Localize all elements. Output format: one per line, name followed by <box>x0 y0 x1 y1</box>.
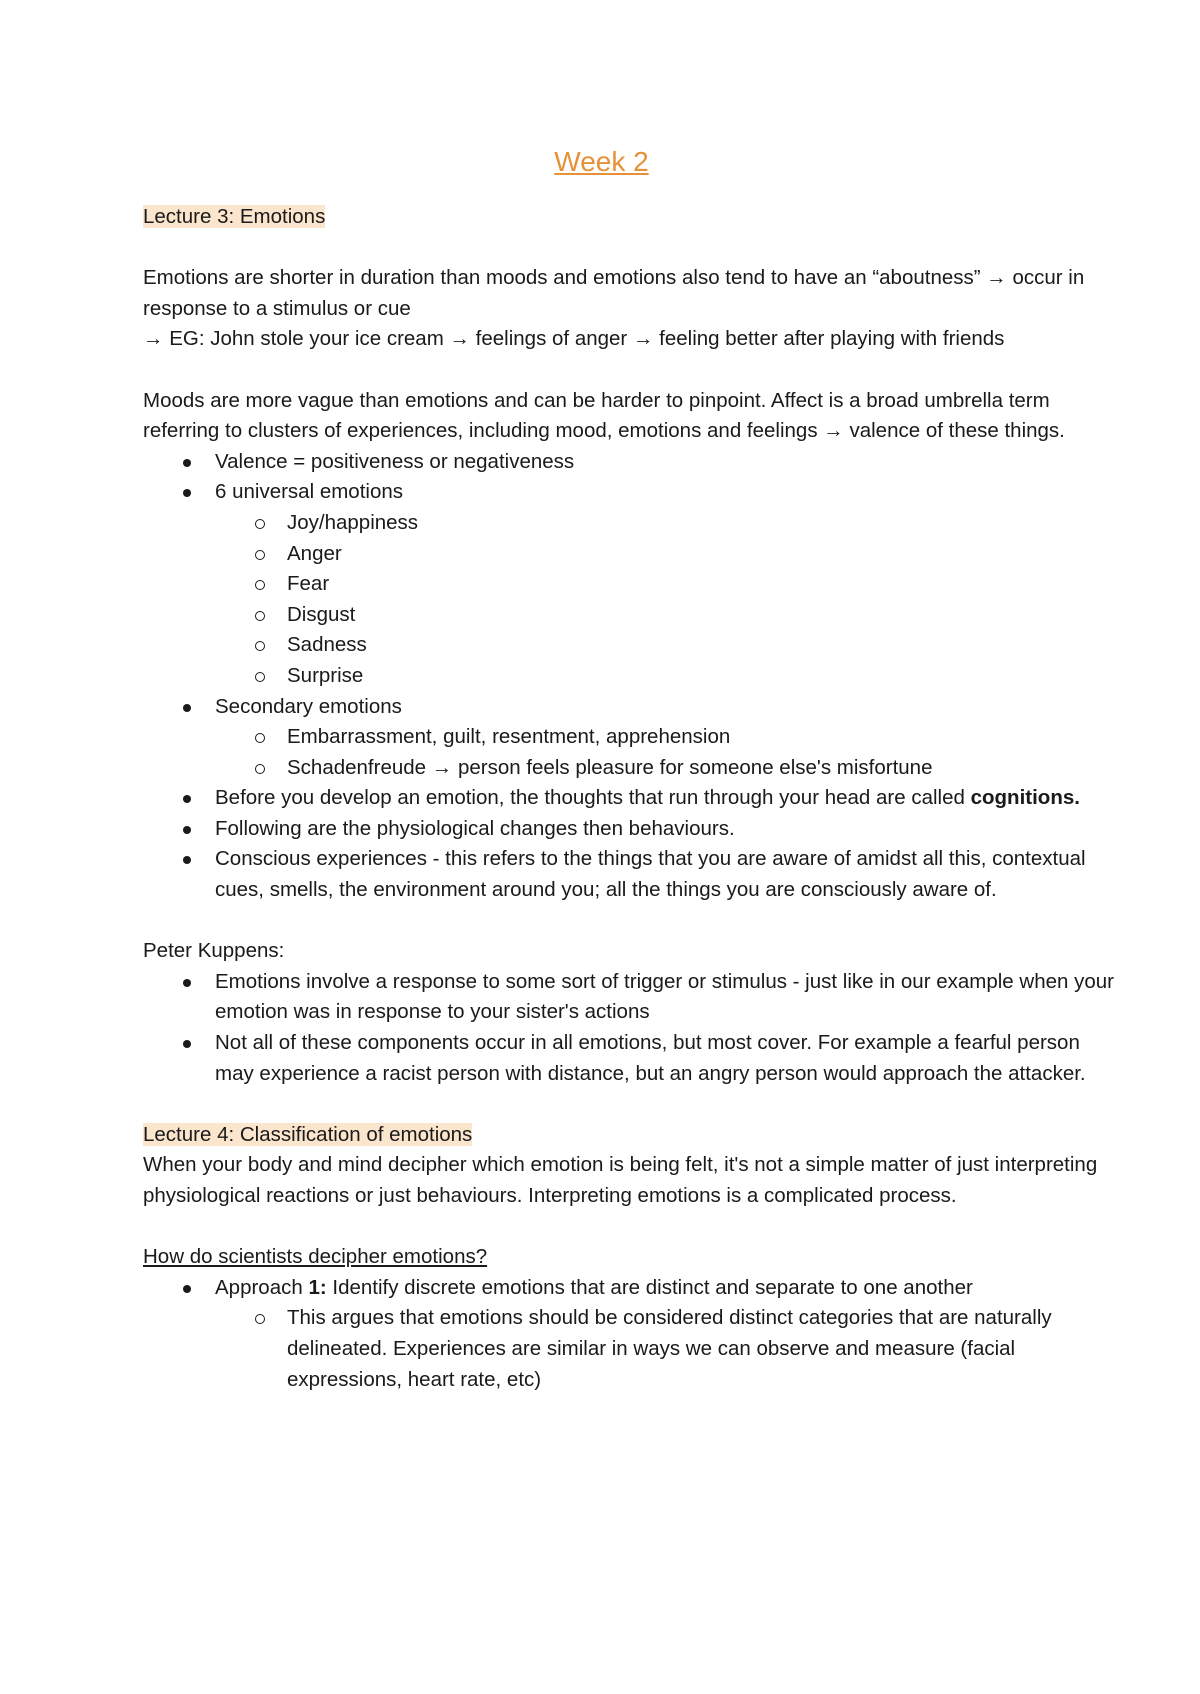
universal-emotions-list <box>215 508 1123 692</box>
moods-paragraph: Moods are more vague than emotions and can be harder to pinpoint. Affect is a broad umbrella term referring to clusters of experiences, including mood, emotions and feelings → valence of these things. <box>143 388 1065 443</box>
list-item: Conscious experiences - this refers to the things that you are aware of amidst all this, contextual cues, smells, the environment around you; all the things you are consciously aware of. <box>143 844 1123 905</box>
list-item: Anger <box>215 539 1123 570</box>
list-item <box>143 477 1123 691</box>
list-item: Valence = positiveness or negativeness <box>143 447 1123 478</box>
approach-sublist <box>215 1303 1123 1395</box>
list-item <box>143 1273 1123 1395</box>
list-item: Embarrassment, guilt, resentment, apprehension <box>215 722 1123 753</box>
lecture-3-heading: Lecture 3: Emotions <box>143 205 326 228</box>
list-item: Emotions involve a response to some sort of trigger or stimulus - just like in our example when your emotion was in response to your sister's actions <box>143 967 1123 1028</box>
approach-label: Approach <box>215 1275 309 1299</box>
approach-text: Identify discrete emotions that are distinct and separate to one another <box>326 1275 973 1299</box>
lecture-4-heading: Lecture 4: Classification of emotions <box>143 1122 473 1146</box>
kuppens-label: Peter Kuppens: <box>143 939 285 963</box>
classification-paragraph: When your body and mind decipher which emotion is being felt, it's not a simple matter of just interpreting physiological reactions or just behaviours. Interpreting emotions is a complicated process. <box>143 1153 1098 1207</box>
emotions-paragraph: Emotions are shorter in duration than moods and emotions also tend to have an “aboutness” → occur in response to a stimulus or cue <box>143 266 1085 320</box>
list-item: Disgust <box>215 600 1123 631</box>
scientists-subheading: How do scientists decipher emotions? <box>143 1245 488 1269</box>
list-item: Fear <box>215 569 1123 600</box>
list-item <box>143 783 1123 814</box>
page-title: Week 2 <box>554 146 649 177</box>
approach-bullets <box>143 1273 1123 1395</box>
secondary-emotions-list <box>215 722 1123 783</box>
approach-number: 1: <box>308 1275 327 1299</box>
document-body <box>143 140 1123 1395</box>
cognitions-term: cognitions. <box>970 786 1080 810</box>
lecture-3-bullets <box>143 447 1123 906</box>
list-item <box>143 692 1123 784</box>
cognitions-text: Before you develop an emotion, the thoughts that run through your head are called <box>215 786 971 810</box>
list-item: Following are the physiological changes then behaviours. <box>143 814 1123 845</box>
list-item: Schadenfreude → person feels pleasure for someone else's misfortune <box>215 753 1123 784</box>
kuppens-bullets <box>143 967 1123 1089</box>
example-line: → EG: John stole your ice cream → feelings of anger → feeling better after playing with friends <box>143 327 1005 351</box>
universal-emotions-label: 6 universal emotions <box>215 480 404 504</box>
list-item: Not all of these components occur in all emotions, but most cover. For example a fearful person may experience a racist person with distance, but an angry person would approach the attacker. <box>143 1028 1123 1089</box>
list-item: Surprise <box>215 661 1123 692</box>
secondary-emotions-label: Secondary emotions <box>215 694 402 718</box>
list-item: This argues that emotions should be considered distinct categories that are naturally delineated. Experiences are similar in ways we can observe and measure (facial expressions, heart rate, etc) <box>215 1303 1123 1395</box>
list-item: Joy/happiness <box>215 508 1123 539</box>
list-item: Sadness <box>215 630 1123 661</box>
